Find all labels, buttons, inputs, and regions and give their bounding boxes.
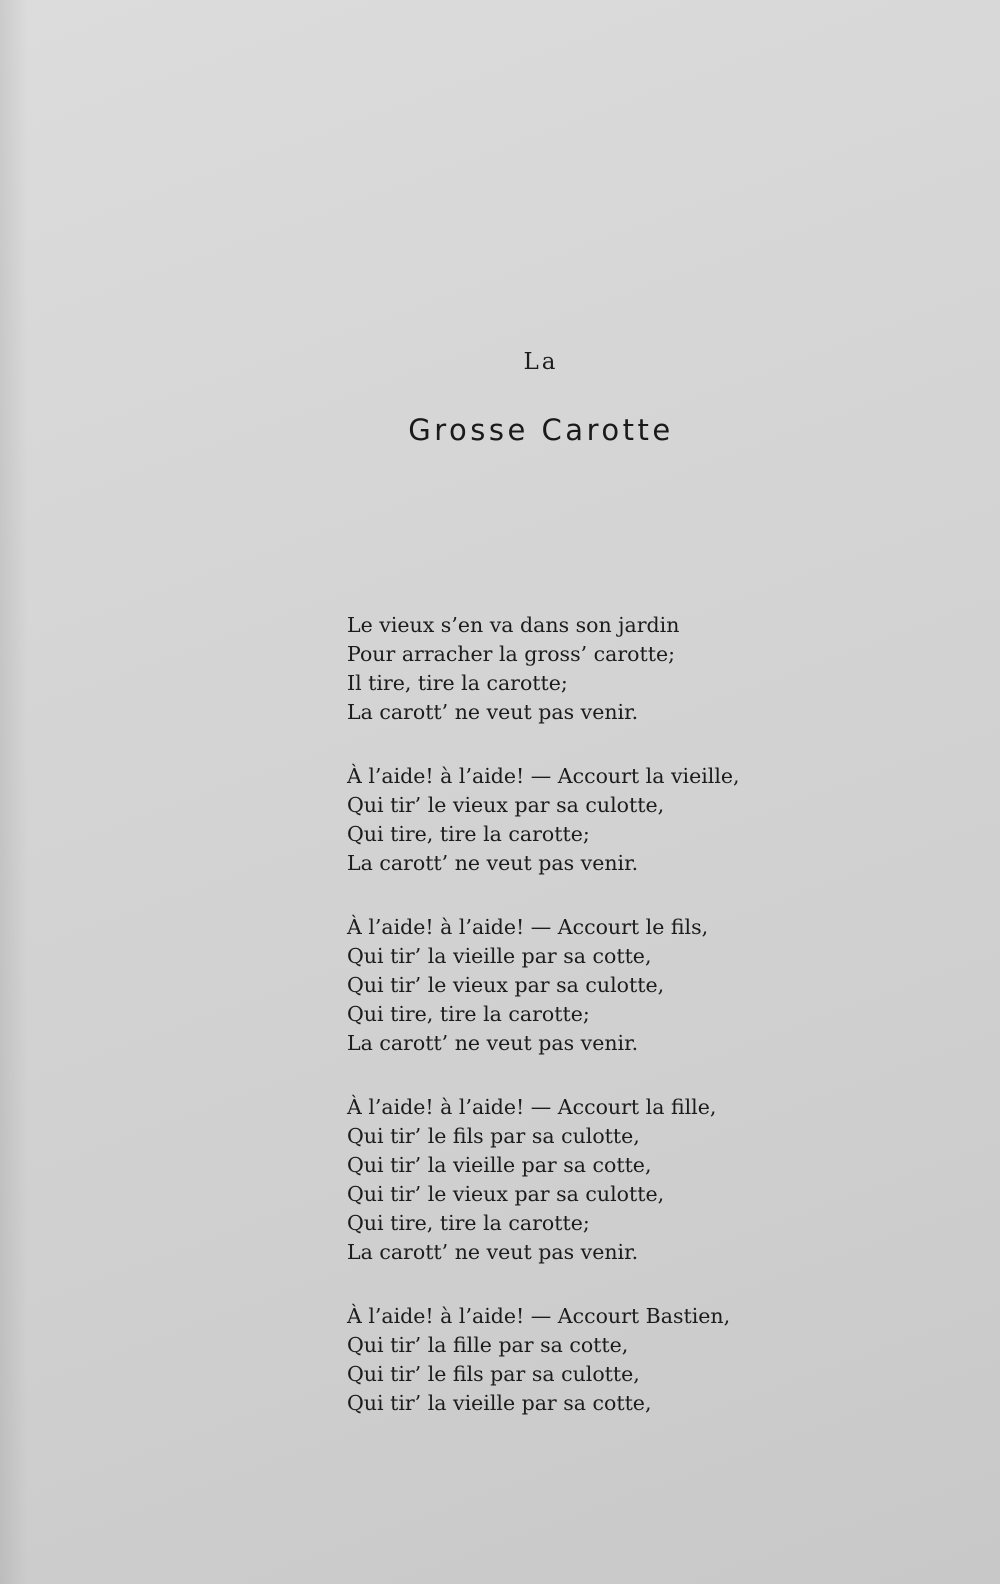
stanza-4 [347, 1093, 740, 1267]
poem-line: La carott’ ne veut pas venir. [347, 700, 639, 724]
stanza-2 [347, 762, 740, 878]
poem-line: Qui tir’ le vieux par sa culotte, [347, 1182, 665, 1206]
stanza-5 [347, 1302, 740, 1418]
poem-line: Le vieux s’en va dans son jardin [347, 613, 680, 637]
poem-line: Il tire, tire la carotte; [347, 671, 568, 695]
poem-line: Qui tir’ le fils par sa culotte, [347, 1124, 640, 1148]
poem-line: À l’aide! à l’aide! — Accourt la fille, [347, 1095, 717, 1119]
poem-line: La carott’ ne veut pas venir. [347, 1240, 639, 1264]
page-title: Grosse Carotte [408, 413, 674, 447]
poem-line: Qui tir’ la vieille par sa cotte, [347, 1153, 652, 1177]
title-article: La [523, 349, 559, 375]
poem-line: Qui tir’ la fille par sa cotte, [347, 1333, 629, 1357]
poem-line: Qui tire, tire la carotte; [347, 822, 590, 846]
poem-line: Pour arracher la gross’ carotte; [347, 642, 675, 666]
poem-line: Qui tir’ la vieille par sa cotte, [347, 1391, 652, 1415]
poem-line: Qui tire, tire la carotte; [347, 1002, 590, 1026]
poem-line: Qui tir’ le vieux par sa culotte, [347, 793, 665, 817]
poem-line: À l’aide! à l’aide! — Accourt le fils, [347, 915, 709, 939]
stanza-3 [347, 913, 740, 1058]
page-edge-shadow [0, 0, 28, 1584]
poem-line: La carott’ ne veut pas venir. [347, 851, 639, 875]
poem-line: À l’aide! à l’aide! — Accourt Bastien, [347, 1304, 731, 1328]
stanza-1 [347, 611, 740, 727]
poem-line: La carott’ ne veut pas venir. [347, 1031, 639, 1055]
poem-line: Qui tir’ le fils par sa culotte, [347, 1362, 640, 1386]
poem-body [347, 611, 740, 1453]
poem-line: Qui tire, tire la carotte; [347, 1211, 590, 1235]
poem-line: Qui tir’ la vieille par sa cotte, [347, 944, 652, 968]
poem-line: Qui tir’ le vieux par sa culotte, [347, 973, 665, 997]
poem-line: À l’aide! à l’aide! — Accourt la vieille, [347, 764, 740, 788]
